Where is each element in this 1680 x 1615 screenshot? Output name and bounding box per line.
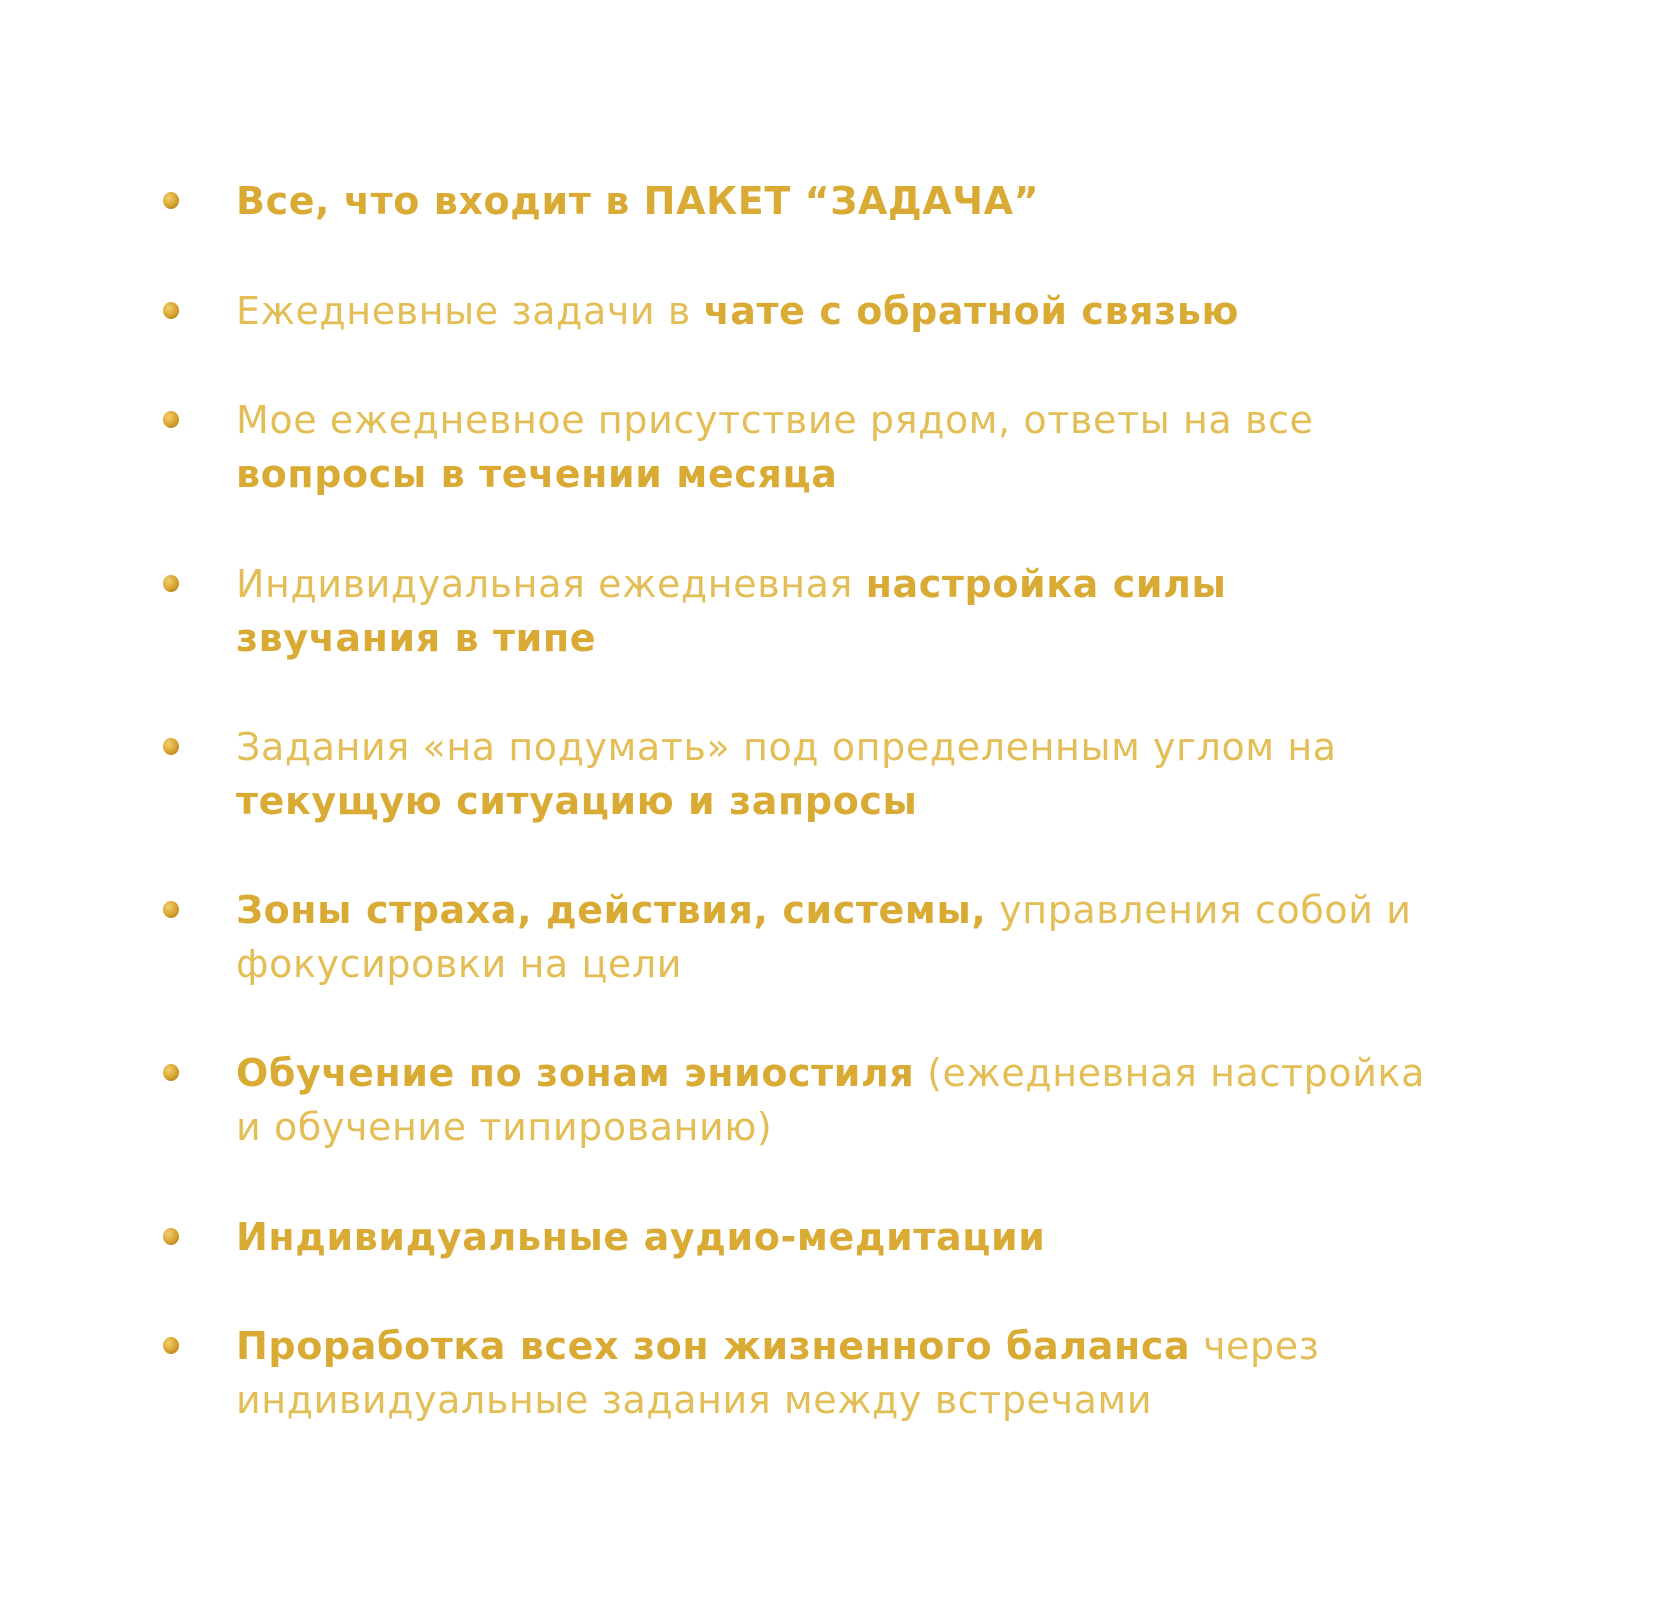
list-item [236, 883, 1626, 991]
item-text-bold: вопросы в течении месяца [236, 452, 838, 496]
item-text-bold: Зоны страха, действия, системы, [236, 888, 987, 932]
list-item [236, 720, 1626, 828]
item-text: Ежедневные задачи в [236, 289, 704, 333]
list-item [236, 174, 1626, 228]
item-line [236, 883, 1626, 937]
list-item [236, 1319, 1626, 1427]
item-text: управления собой и [986, 888, 1412, 932]
list-item [236, 1046, 1626, 1154]
item-line [236, 611, 1626, 665]
item-text: Индивидуальная ежедневная [236, 562, 866, 606]
list-item [236, 1210, 1626, 1264]
bullet-dot-icon [163, 1337, 179, 1354]
item-line [236, 447, 1626, 501]
item-text: Мое ежедневное присутствие рядом, ответы на все [236, 398, 1314, 442]
item-line [236, 774, 1626, 828]
item-text-bold: текущую ситуацию и запросы [236, 779, 918, 823]
bullet-dot-icon [163, 901, 179, 918]
list-item [236, 557, 1626, 665]
item-text-bold: Проработка всех зон жизненного баланса [236, 1324, 1191, 1368]
bullet-dot-icon [163, 192, 179, 209]
item-text: через [1190, 1324, 1320, 1368]
bullet-dot-icon [163, 1064, 179, 1081]
item-text-bold: чате с обратной связью [703, 289, 1240, 333]
item-line [236, 937, 1626, 991]
item-text: (ежедневная настройка [914, 1051, 1425, 1095]
item-line [236, 284, 1626, 338]
item-line [236, 393, 1626, 447]
item-text-bold: настройка силы [865, 562, 1227, 606]
item-text: Задания «на подумать» под определенным углом на [236, 725, 1337, 769]
item-line [236, 1319, 1626, 1373]
bullet-dot-icon [163, 302, 179, 319]
list-item [236, 284, 1626, 338]
item-text-bold: звучания в типе [236, 616, 597, 660]
item-text-bold: Обучение по зонам эниостиля [236, 1051, 915, 1095]
bullet-dot-icon [163, 738, 179, 755]
item-text-bold: Все, что входит в ПАКЕТ “ЗАДАЧА” [236, 179, 1040, 223]
item-line [236, 1373, 1626, 1427]
list-item [236, 393, 1626, 501]
item-line [236, 1100, 1626, 1154]
bullet-dot-icon [163, 575, 179, 592]
item-line [236, 1046, 1626, 1100]
item-line [236, 1210, 1626, 1264]
item-text: и обучение типированию) [236, 1105, 773, 1149]
item-text: фокусировки на цели [236, 942, 683, 986]
item-line [236, 720, 1626, 774]
item-line [236, 174, 1626, 228]
bullet-dot-icon [163, 411, 179, 428]
item-text-bold: Индивидуальные аудио-медитации [236, 1215, 1046, 1259]
item-line [236, 557, 1626, 611]
item-text: индивидуальные задания между встречами [236, 1378, 1153, 1422]
bullet-dot-icon [163, 1228, 179, 1245]
